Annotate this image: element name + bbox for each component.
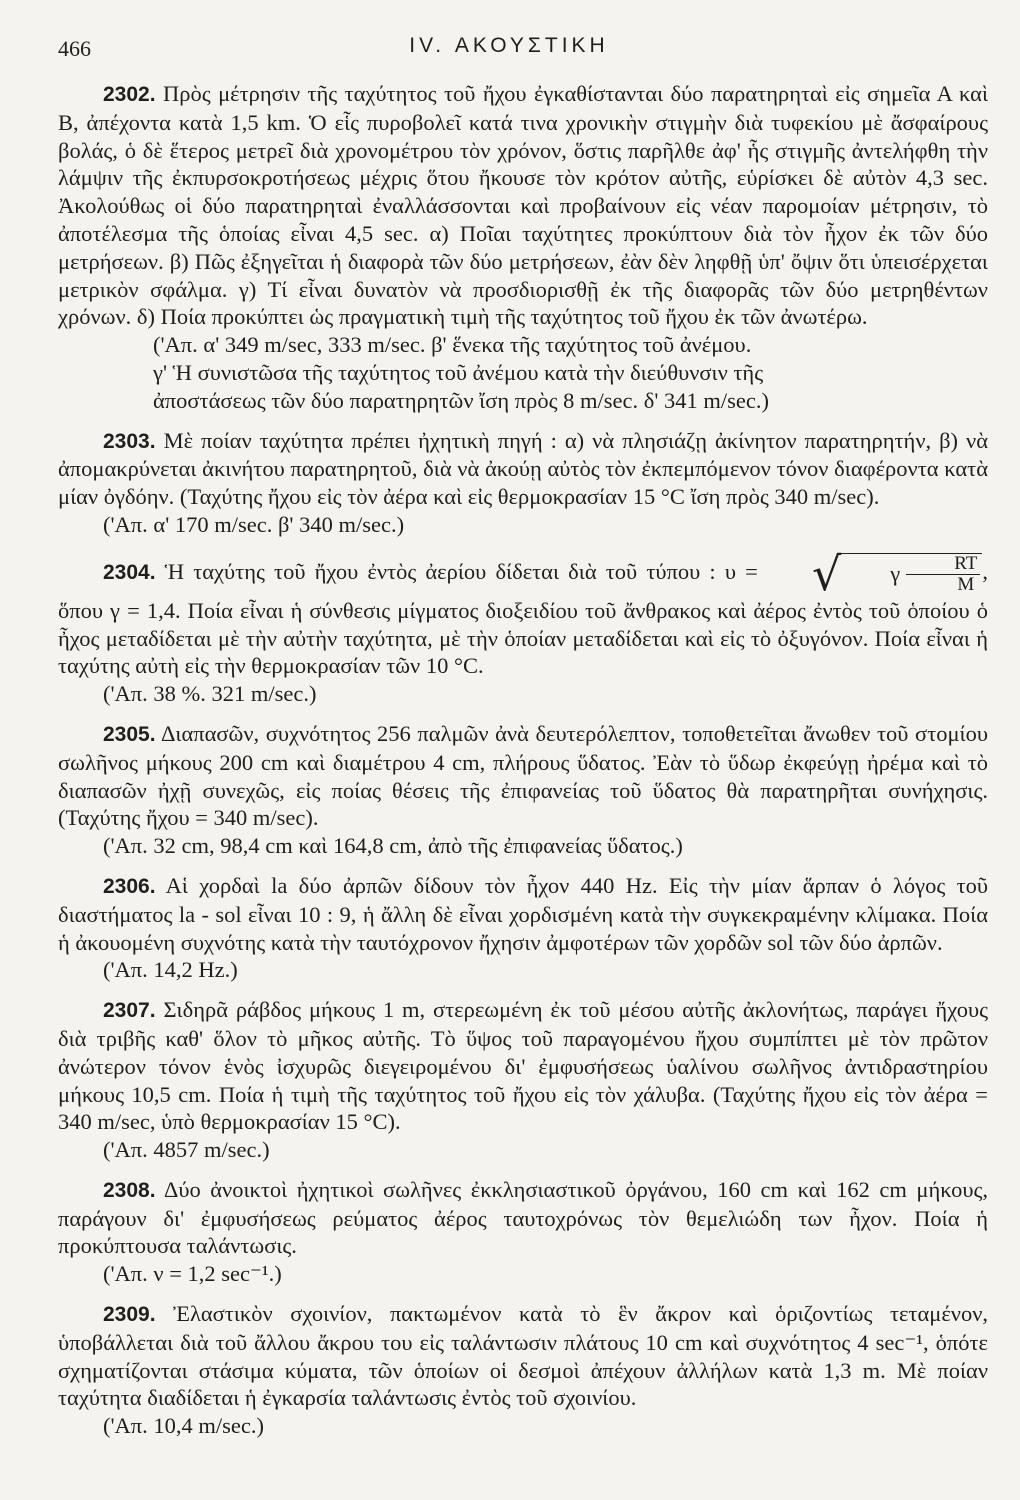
problem-2309 xyxy=(58,1300,988,1440)
problem-text-after: , ὅπου γ = 1,4. Ποία εἶναι ἡ σύνθεσις μίγματος διοξειδίου τοῦ ἄνθρακος καὶ ἀέρος ἐντὸς τοῦ ὁποίου ὁ ἦχος μεταδίδεται μὲ τὴν αὐτὴν ταχύτητα, μὲ τὴν ὁποίαν μεταδίδεται καὶ εἰς τὸ ὀξυγόνον. Ποία εἶναι ἡ ταχύτης αὐτὴ εἰς τὴν θερμοκρασίαν τῶν 10 °C. xyxy=(58,558,989,679)
problem-2307 xyxy=(58,996,988,1164)
problem-answer: ('Απ. ν = 1,2 sec⁻¹.) xyxy=(103,1261,282,1287)
problem-number: 2303. xyxy=(103,429,156,453)
answer-line: ἀποστάσεως τῶν δύο παρατηρητῶν ἴση πρὸς 8 m/sec. δ' 341 m/sec.) xyxy=(153,387,769,413)
problem-2304 xyxy=(58,546,989,708)
problem-2303 xyxy=(58,427,988,539)
problem-2308 xyxy=(58,1176,988,1288)
speed-formula xyxy=(767,546,982,601)
problem-text: Μὲ ποίαν ταχύτητα πρέπει ἠχητικὴ πηγή : α) νὰ πλησιάζῃ ἀκίνητον παρατηρητήν, β) νὰ ἀπομακρύνεται ἀκινήτου παρατηρητοῦ, διὰ νὰ ἀκούῃ αὐτὸς τὸν ἐκπεμπόμενον τόνον διαφέροντα κατὰ μίαν ὀγδόην. (Ταχύτης ἤχου εἰς τὸν ἀέρα καὶ εἰς θερμοκρασίαν 15 °C ἴση πρὸς 340 m/sec). xyxy=(58,427,989,510)
formula-gamma: γ xyxy=(890,561,901,587)
problem-number: 2306. xyxy=(103,874,156,898)
problems-section xyxy=(58,80,988,1452)
problem-answer: ('Απ. 4857 m/sec.) xyxy=(103,1137,270,1163)
page-header xyxy=(58,30,960,64)
page-number: 466 xyxy=(58,36,91,61)
problem-text: Αἱ χορδαὶ la δύο ἀρπῶν δίδουν τὸν ἦχον 440 Hz. Εἰς τὴν μίαν ἅρπαν ὁ λόγος τοῦ διαστήματος la - sol εἶναι 10 : 9, ἡ ἄλλη δὲ εἶναι χορδισμένη κατὰ τὴν συγκεκραμένην κλίμακα. Ποία ἡ ἀκουομένη συχνότης κατὰ τὴν ταυτόχρονον ἤχησιν ἀμφοτέρων τῶν χορδῶν sol τῶν δύο ἀρπῶν. xyxy=(58,872,989,955)
problem-number: 2305. xyxy=(103,722,156,746)
sqrt-sign: √ xyxy=(811,546,842,601)
problem-number: 2308. xyxy=(103,1178,156,1202)
problem-answer xyxy=(153,331,988,414)
answer-line: γ' Ἡ συνιστῶσα τῆς ταχύτητος τοῦ ἀνέμου κατὰ τὴν διεύθυνσιν τῆς xyxy=(153,359,764,385)
problem-answer: ('Απ. 32 cm, 98,4 cm καὶ 164,8 cm, ἀπὸ τῆς ἐπιφανείας ὕδατος.) xyxy=(103,833,683,859)
problem-text: Πρὸς μέτρησιν τῆς ταχύτητος τοῦ ἤχου ἐγκαθίστανται δύο παρατηρηταὶ εἰς σημεῖα Α καὶ Β, ἀπέχοντα κατὰ 1,5 km. Ὁ εἷς πυροβολεῖ κατά τινα χρονικὴν στιγμὴν διὰ τυφεκίου μὲ ἄσφαίρους βολάς, ὁ δὲ ἕτερος μετρεῖ διὰ χρονομέτρου τὸν χρόνον, ὅστις παρῆλθε ἀφ' ἧς στιγμῆς ἀντελήφθη τὴν λάμψιν τῆς ἐκπυρσοκροτήσεως μέχρις ὅτου ἤκουσε τὸν κρότον αὐτῆς, εὑρίσκει δὲ αὐτὸν 4,3 sec. Ἀκολούθως οἱ δύο παρατηρηταὶ ἐναλλάσσονται καὶ προβαίνουν εἰς νέαν παρομοίαν μέτρησιν, τὸ ἀποτέλεσμα τῆς ὁποίας εἶναι 4,5 sec. α) Ποῖαι ταχύτητες προκύπτουν διὰ τὸν ἦχον ἐκ τῶν δύο μετρήσεων. β) Πῶς ἐξηγεῖται ἡ διαφορὰ τῶν δύο μετρήσεων, ἐὰν δὲν ληφθῇ ὑπ' ὄψιν ὅτι ὑπεισέρχεται μετρικὸν σφάλμα. γ) Τί εἶναι δυνατὸν νὰ προσδιορισθῇ ἐκ τῆς διαφορᾶς τῶν δύο μετρηθέντων χρόνων. δ) Ποία προκύπτει ὡς πραγματικὴ τιμὴ τῆς ταχύτητος τοῦ ἤχου ἐκ τῶν ἀνωτέρω. xyxy=(58,81,989,330)
problem-number: 2304. xyxy=(103,560,156,584)
formula-denominator: M xyxy=(957,573,975,595)
problem-number: 2307. xyxy=(103,999,156,1023)
problem-text: Ἐλαστικὸν σχοινίον, πακτωμένον κατὰ τὸ ἓν ἄκρον καὶ ὁριζοντίως τεταμένον, ὑποβάλλεται διὰ τοῦ ἄλλου ἄκρου του εἰς ταλάντωσιν πλάτους 10 cm καὶ συχνότητος 4 sec⁻¹, ὁπότε σχηματίζονται στάσιμα κύματα, τῶν ὁποίων οἱ δεσμοὶ ἀπέχουν ἀλλήλων κατὰ 1,3 m. Μὲ ποίαν ταχύτητα διαδίδεται ἡ ἐγκαρσία ταλάντωσις ἐντὸς τοῦ σχοινίου. xyxy=(58,1301,988,1411)
problem-text: Δύο ἀνοικτοὶ ἠχητικοὶ σωλῆνες ἐκκλησιαστικοῦ ὀργάνου, 160 cm καὶ 162 cm μήκους, παράγουν δι' ἐμφυσήσεως ρεύματος ἀέρος ταυτοχρόνως τὸν θεμελιώδη των ἦχον. Ποία ἡ προκύπτουσα ταλάντωσις. xyxy=(58,1176,989,1259)
problem-answer: ('Απ. 14,2 Hz.) xyxy=(103,957,238,983)
problem-2306 xyxy=(58,872,988,984)
problem-answer: ('Απ. α' 170 m/sec. β' 340 m/sec.) xyxy=(103,511,405,537)
problem-answer: ('Απ. 38 %. 321 m/sec.) xyxy=(103,681,317,707)
running-title: IV. ΑΚΟΥΣΤΙΚΗ xyxy=(409,34,609,57)
problem-text: Διαπασῶν, συχνότητος 256 παλμῶν ἀνὰ δευτερόλεπτον, τοποθετεῖται ἄνωθεν τοῦ στομίου σωλῆνος μήκους 200 cm καὶ διαμέτρου 4 cm, πλήρους ὕδατος. Ἐὰν τὸ ὕδωρ ἐκφεύγῃ ἠρέμα καὶ τὸ διαπασῶν ἠχῇ συνεχῶς, εἰς ποίας θέσεις τῆς ἐπιφανείας τοῦ ὕδατος θὰ παρατηρῆται συνήχησις. (Ταχύτης ἤχου = 340 m/sec). xyxy=(58,720,988,831)
problem-2305 xyxy=(58,720,988,860)
problem-number: 2302. xyxy=(103,83,156,106)
answer-line: ('Απ. α' 349 m/sec, 333 m/sec. β' ἕνεκα τῆς ταχύτητος τοῦ ἀνέμου. xyxy=(153,332,752,358)
problem-2302 xyxy=(58,80,988,415)
formula-numerator: RT xyxy=(906,554,980,575)
problem-answer: ('Απ. 10,4 m/sec.) xyxy=(103,1413,265,1439)
problem-number: 2309. xyxy=(103,1303,156,1327)
problem-text-before: Ἡ ταχύτης τοῦ ἤχου ἐντὸς ἀερίου δίδεται διὰ τοῦ τύπου : υ = xyxy=(164,558,758,584)
problem-text: Σιδηρᾶ ράβδος μήκους 1 m, στερεωμένη ἐκ τοῦ μέσου αὐτῆς ἀκλονήτως, παράγει ἤχους διὰ τριβῆς καθ' ὅλον τὸ μῆκος αὐτῆς. Τὸ ὕψος τοῦ παραγομένου ἤχου συμπίπτει μὲ τὸν πρῶτον ἀνώτερον τόνον ἑνὸς ἰσχυρῶς διεγειρομένου δι' ἐμφυσήσεως ὑαλίνου σωλῆνος ἀντιδραστηρίου μήκους 10,5 cm. Ποία ἡ τιμὴ τῆς ταχύτητος τοῦ ἤχου εἰς τὸν χάλυβα. (Ταχύτης ἤχου εἰς τὸν ἀέρα = 340 m/sec, ὑπὸ θερμοκρασίαν 15 °C). xyxy=(58,997,988,1135)
